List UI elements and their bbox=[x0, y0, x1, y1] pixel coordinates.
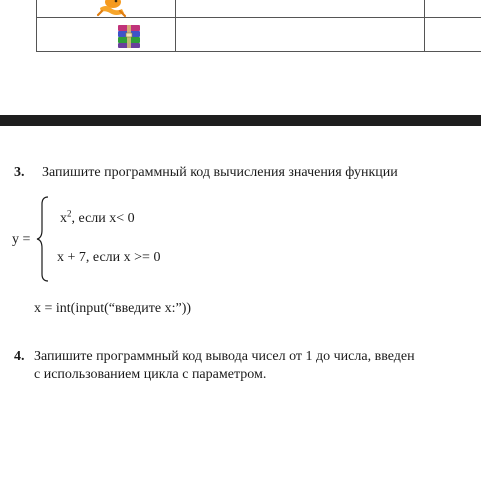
case-1-condition: , если x< 0 bbox=[71, 211, 135, 226]
table-bottom-border bbox=[36, 51, 481, 52]
task-3-text: Запишите программный код вычисления значения функции bbox=[42, 165, 398, 180]
code-line-input: x = int(input(“введите x:”)) bbox=[34, 301, 192, 316]
case-1-exponent: 2 bbox=[67, 208, 72, 219]
task-4-line-2: с использованием цикла с параметром. bbox=[34, 367, 267, 382]
curly-brace bbox=[36, 196, 50, 282]
function-y-label: y = bbox=[12, 232, 31, 247]
case-negative bbox=[60, 208, 135, 227]
winrar-archive-icon bbox=[116, 24, 142, 49]
case-1-variable: x bbox=[60, 211, 67, 226]
task-4-number: 4. bbox=[14, 349, 25, 364]
task-3-number: 3. bbox=[14, 165, 25, 180]
table-column-divider bbox=[175, 0, 176, 51]
page-separator-bar bbox=[0, 115, 481, 126]
case-nonnegative: x + 7, если x >= 0 bbox=[57, 250, 161, 265]
icon-table bbox=[36, 0, 481, 51]
table-column-divider bbox=[424, 0, 425, 51]
task-4-line-1: Запишите программный код вывода чисел от 1 до числа, введен bbox=[34, 349, 415, 364]
table-left-border bbox=[36, 0, 37, 51]
orange-cartoon-character-icon bbox=[96, 0, 128, 18]
